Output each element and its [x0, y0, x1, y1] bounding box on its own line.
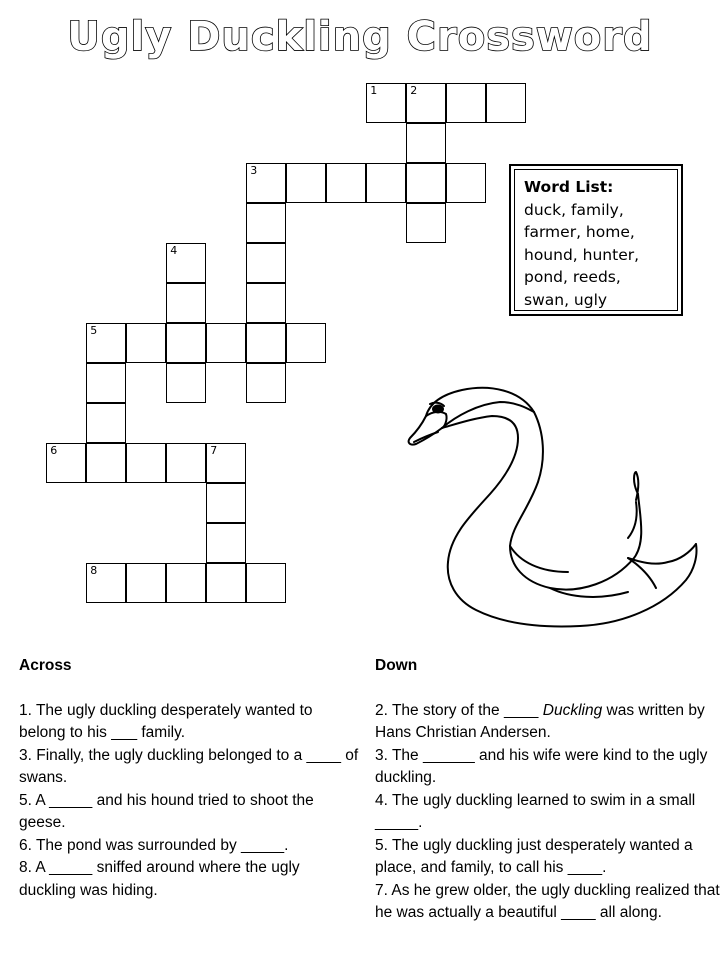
word-list-box: [509, 164, 683, 316]
clue-italic-title: Duckling: [542, 701, 603, 719]
crossword-cell[interactable]: [166, 563, 206, 603]
crossword-cell[interactable]: [246, 163, 286, 203]
crossword-cell[interactable]: [166, 443, 206, 483]
crossword-cell[interactable]: [406, 163, 446, 203]
crossword-cell[interactable]: [446, 163, 486, 203]
clue-item: 5. The ugly duckling just desperately wanted a place, and family, to call his ____.: [375, 836, 693, 876]
crossword-cell[interactable]: [246, 243, 286, 283]
crossword-cell[interactable]: [86, 443, 126, 483]
crossword-cell[interactable]: [166, 243, 206, 283]
swan-illustration: [400, 376, 705, 638]
clue-number: 6: [50, 444, 58, 458]
clue-item: 1. The ugly duckling desperately wanted to belong to his ___ family.: [19, 701, 313, 741]
crossword-cell[interactable]: [46, 443, 86, 483]
clue-item: 8. A _____ sniffed around where the ugly duckling was hiding.: [19, 859, 300, 899]
word-list-line: hound, hunter,: [524, 245, 640, 264]
crossword-cell[interactable]: [246, 203, 286, 243]
page-title: Ugly Duckling Crossword: [67, 14, 653, 60]
crossword-cell[interactable]: [206, 443, 246, 483]
crossword-cell[interactable]: [166, 323, 206, 363]
crossword-cell[interactable]: [166, 363, 206, 403]
crossword-cell[interactable]: [246, 323, 286, 363]
crossword-cell[interactable]: [406, 123, 446, 163]
clue-item: 3. The ______ and his wife were kind to the ugly duckling.: [375, 746, 708, 786]
word-list-line: duck, family,: [524, 200, 624, 219]
clue-text: was written by Hans Christian Andersen.: [375, 701, 705, 741]
clue-item: 7. As he grew older, the ugly duckling realized that he was actually a beautiful ____ all along.: [375, 881, 720, 921]
crossword-cell[interactable]: [366, 163, 406, 203]
word-list-line: swan, ugly: [524, 290, 608, 309]
crossword-cell[interactable]: [406, 83, 446, 123]
crossword-cell[interactable]: [126, 563, 166, 603]
word-list-line: farmer, home,: [524, 223, 635, 241]
clue-item: 3. Finally, the ugly duckling belonged to a ____ of swans.: [19, 746, 359, 786]
crossword-cell[interactable]: [86, 363, 126, 403]
clue-item: 6. The pond was surrounded by _____.: [19, 836, 289, 854]
clue-number: 1: [370, 84, 378, 98]
clue-text: 2. The story of the ____: [375, 701, 543, 719]
crossword-cell[interactable]: [446, 83, 486, 123]
word-list-line: pond, reeds,: [524, 268, 621, 286]
crossword-cell[interactable]: [326, 163, 366, 203]
down-clues: [375, 655, 720, 925]
clue-item: [375, 700, 720, 745]
clue-item: 4. The ugly duckling learned to swim in a small _____.: [375, 791, 696, 831]
crossword-cell[interactable]: [86, 323, 126, 363]
crossword-cell[interactable]: [166, 283, 206, 323]
clue-number: 7: [210, 444, 218, 458]
crossword-cell[interactable]: [366, 83, 406, 123]
crossword-cell[interactable]: [246, 563, 286, 603]
crossword-cell[interactable]: [286, 323, 326, 363]
clue-number: 3: [250, 164, 258, 178]
clue-number: 4: [170, 244, 178, 258]
crossword-cell[interactable]: [206, 563, 246, 603]
word-list-title: Word List:: [524, 178, 614, 196]
crossword-cell[interactable]: [286, 163, 326, 203]
crossword-cell[interactable]: [206, 523, 246, 563]
across-clues: [19, 655, 359, 902]
clue-number: 2: [410, 84, 418, 98]
clue-number: 8: [90, 564, 98, 578]
crossword-cell[interactable]: [86, 563, 126, 603]
clue-number: 5: [90, 324, 98, 338]
clue-item: 5. A _____ and his hound tried to shoot the geese.: [19, 791, 314, 831]
down-heading: Down: [375, 657, 418, 674]
crossword-cell[interactable]: [246, 363, 286, 403]
crossword-cell[interactable]: [126, 323, 166, 363]
crossword-cell[interactable]: [206, 323, 246, 363]
crossword-cell[interactable]: [246, 283, 286, 323]
crossword-cell[interactable]: [206, 483, 246, 523]
across-heading: Across: [19, 657, 72, 674]
crossword-cell[interactable]: [126, 443, 166, 483]
crossword-cell[interactable]: [406, 203, 446, 243]
crossword-cell[interactable]: [486, 83, 526, 123]
crossword-cell[interactable]: [86, 403, 126, 443]
